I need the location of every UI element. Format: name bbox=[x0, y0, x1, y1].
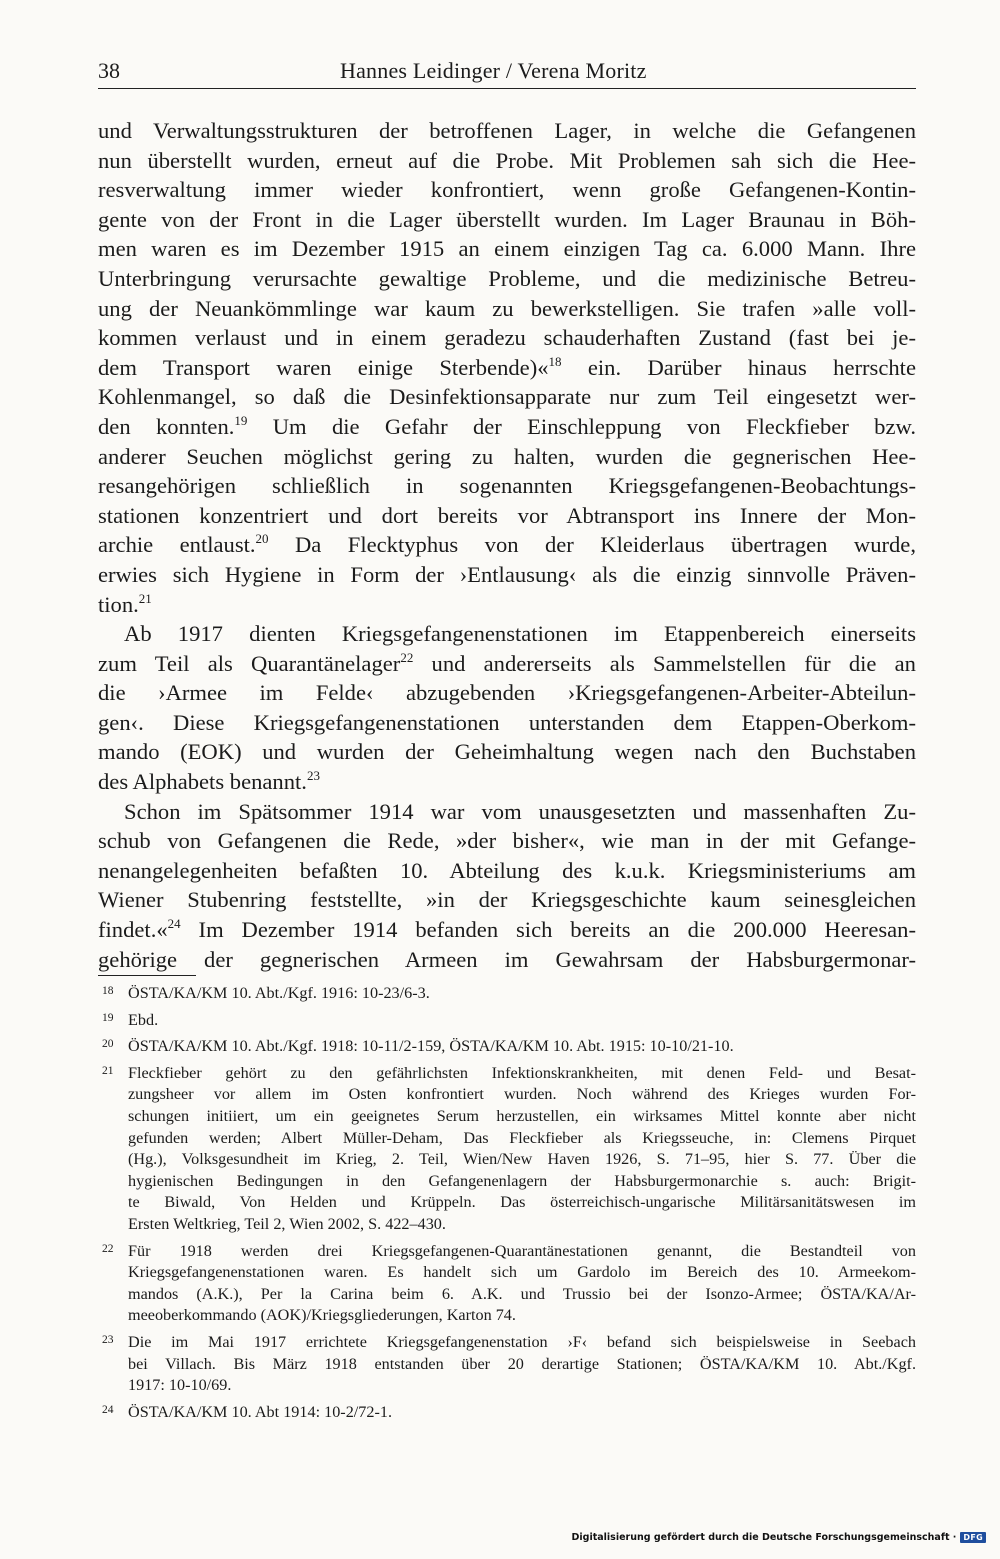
footnote-ref[interactable]: 18 bbox=[548, 353, 562, 369]
footnote-ref[interactable]: 24 bbox=[167, 916, 181, 932]
footnote-number: 22 bbox=[102, 1242, 114, 1255]
dfg-logo: DFG bbox=[960, 1532, 986, 1543]
footnote-line: zungsheer vor allem im Osten konfrontiert wurden. Noch während des Krieges wurden For- bbox=[128, 1085, 916, 1104]
footnote-line: Ebd. bbox=[128, 1010, 159, 1029]
body-line: nun überstellt wurden, erneut auf die Probe. Mit Problemen sah sich die Hee- bbox=[98, 147, 916, 173]
body-line: Ab 1917 dienten Kriegsgefangenenstationen im Etappenbereich einerseits bbox=[124, 621, 916, 647]
footnote-number: 21 bbox=[102, 1064, 114, 1077]
body-line: archie entlaust.$^{20}$ Da Flecktyphus von der Kleiderlaus übertragen wurde, bbox=[98, 531, 916, 558]
body-line: resangehörigen schließlich in sogenannten Kriegsgefangenen-Beobachtungs- bbox=[98, 473, 916, 499]
footnote-line: meeoberkommando (AOK)/Kriegsgliederungen, Karton 74. bbox=[128, 1306, 516, 1325]
footnote-line: bei Villach. Bis März 1918 entstanden über 20 derartige Stationen; ÖSTA/KA/KM 10. Abt./Kgf. bbox=[128, 1354, 916, 1373]
footnote-ref[interactable]: 19 bbox=[234, 412, 248, 428]
footnote-line: 1917: 10-10/69. bbox=[128, 1376, 232, 1395]
footnote-18 bbox=[98, 983, 916, 1005]
footnotes bbox=[98, 983, 916, 1428]
footnote-24 bbox=[98, 1402, 916, 1424]
footnote-number: 23 bbox=[102, 1333, 114, 1346]
body-line: gen‹. Diese Kriegsgefangenenstationen unterstanden dem Etappen-Oberkom- bbox=[98, 709, 916, 735]
footnote-21 bbox=[98, 1063, 916, 1236]
footnote-ref[interactable]: 22 bbox=[400, 649, 414, 665]
footnote-line: Ersten Weltkrieg, Teil 2, Wien 2002, S. 422–430. bbox=[128, 1214, 446, 1233]
body-line: ung der Neuankömmlinge war kaum zu bewerkstelligen. Sie trafen »alle voll- bbox=[98, 295, 916, 321]
footnote-number: 24 bbox=[102, 1403, 114, 1416]
footnote-20 bbox=[98, 1036, 916, 1058]
page-header bbox=[98, 58, 916, 89]
footnote-number: 18 bbox=[102, 985, 114, 997]
body-line: Wiener Stubenring feststellte, »in der Kriegsgeschichte kaum seinesgleichen bbox=[98, 887, 916, 913]
body-line: und Verwaltungsstrukturen der betroffenen Lager, in welche die Gefangenen bbox=[98, 118, 916, 143]
footnote-line: hygienischen Bedingungen in den Gefangenenlagern der Habsburgermonarchie s. auch: Brigit- bbox=[128, 1171, 916, 1190]
footnote-line: Für 1918 werden drei Kriegsgefangenen-Quarantänestationen genannt, die Bestandteil von bbox=[128, 1241, 916, 1260]
body-line: schub von Gefangenen die Rede, »der bisher«, wie man in der mit Gefange- bbox=[98, 828, 916, 854]
body-line: erwies sich Hygiene in Form der ›Entlausung‹ als die einzig sinnvolle Präven- bbox=[98, 561, 916, 587]
footnote-line: (Hg.), Volksgesundheit im Krieg, 2. Teil, Wien/New Haven 1926, S. 71–95, hier S. 77. Über die bbox=[128, 1150, 916, 1169]
footnote-line: gefunden werden; Albert Müller-Deham, Das Fleckfieber als Kriegsseuche, in: Clemens Pirquet bbox=[128, 1128, 916, 1147]
dfg-funding-text: Digitalisierung gefördert durch die Deutsche Forschungsgemeinschaft · bbox=[571, 1531, 957, 1543]
footnote-line: Fleckfieber gehört zu den gefährlichsten Infektionskrankheiten, mit denen Feld- und Besat- bbox=[128, 1063, 916, 1082]
footnote-line: te Biwald, Von Helden und Krüppeln. Das österreichisch-ungarische Militärsanitätswesen im bbox=[128, 1193, 916, 1212]
body-line: des Alphabets benannt.$^{23}$ bbox=[98, 768, 320, 795]
footnote-line: Die im Mai 1917 errichtete Kriegsgefangenenstation ›F‹ befand sich beispielsweise in Seebach bbox=[128, 1332, 916, 1351]
footnote-ref[interactable]: 23 bbox=[306, 768, 320, 784]
body-line: den konnten.$^{19}$ Um die Gefahr der Einschleppung von Fleckfieber bzw. bbox=[98, 412, 916, 439]
footnote-number: 19 bbox=[102, 1011, 114, 1024]
body-line: gente von der Front in die Lager überstellt wurden. Im Lager Braunau in Böh- bbox=[98, 206, 916, 232]
footnote-22 bbox=[98, 1241, 916, 1327]
footnote-19 bbox=[98, 1010, 916, 1032]
body-text bbox=[98, 116, 916, 974]
body-line: resverwaltung immer wieder konfrontiert, wenn große Gefangenen-Kontin- bbox=[98, 177, 916, 203]
footnote-number: 20 bbox=[102, 1038, 114, 1051]
body-line: Unterbringung verursachte gewaltige Probleme, und die medizinische Betreu- bbox=[98, 265, 916, 291]
body-line: die ›Armee im Felde‹ abzugebenden ›Kriegsgefangenen-Arbeiter-Abteilun- bbox=[98, 680, 916, 706]
footnote-line: ÖSTA/KA/KM 10. Abt./Kgf. 1916: 10-23/6-3. bbox=[128, 984, 430, 1002]
body-line: zum Teil als Quarantänelager$^{22}$ und andererseits als Sammelstellen für die an bbox=[98, 649, 916, 676]
footnote-line: schungen initiiert, um ein geeignetes Serum herzustellen, ein wirksames Mittel konnte aber nicht bbox=[128, 1106, 916, 1125]
body-line: gehörige der gegnerischen Armeen im Gewahrsam der Habsburgermonar- bbox=[98, 946, 916, 972]
body-line: nenangelegenheiten befaßten 10. Abteilung des k.u.k. Kriegsministeriums am bbox=[98, 857, 916, 883]
footnote-ref[interactable]: 21 bbox=[138, 590, 152, 606]
body-line: stationen konzentriert und dort bereits vor Abtransport ins Innere der Mon- bbox=[98, 502, 916, 528]
page-number: 38 bbox=[98, 58, 120, 83]
footnote-line: Kriegsgefangenenstationen waren. Es handelt sich um Gardolo im Bereich des 10. Armeekom- bbox=[128, 1263, 916, 1282]
body-line: anderer Seuchen möglichst gering zu halten, wurden die gegnerischen Hee- bbox=[98, 443, 916, 469]
body-line: Schon im Spätsommer 1914 war vom unausgesetzten und massenhaften Zu- bbox=[124, 798, 916, 824]
footnote-23 bbox=[98, 1332, 916, 1397]
body-line: tion.$^{21}$ bbox=[98, 590, 152, 617]
body-line: mando (EOK) und wurden der Geheimhaltung wegen nach den Buchstaben bbox=[98, 739, 916, 765]
body-line: kommen verlaust und in einem geradezu schauderhaften Zustand (fast bei je- bbox=[98, 325, 916, 351]
body-line: dem Transport waren einige Sterbende)«$^{18}$ ein. Darüber hinaus herrschte bbox=[98, 353, 916, 380]
running-head: Hannes Leidinger / Verena Moritz bbox=[340, 58, 647, 83]
dfg-funding-note bbox=[572, 1529, 986, 1545]
footnote-rule bbox=[98, 975, 196, 976]
body-line: findet.«$^{24}$ Im Dezember 1914 befanden sich bereits an die 200.000 Heeresan- bbox=[98, 916, 916, 943]
footnote-line: ÖSTA/KA/KM 10. Abt 1914: 10-2/72-1. bbox=[128, 1402, 393, 1421]
footnote-ref[interactable]: 20 bbox=[255, 531, 269, 547]
body-line: Kohlenmangel, so daß die Desinfektionsapparate nur zum Teil eingesetzt wer- bbox=[98, 384, 916, 410]
footnote-line: mandos (A.K.), Per la Carina beim 6. A.K. und Trussio bei der Isonzo-Armee; ÖSTA/KA/Ar- bbox=[128, 1284, 916, 1303]
body-line: men waren es im Dezember 1915 an einem einzigen Tag ca. 6.000 Mann. Ihre bbox=[98, 236, 916, 262]
footnote-line: ÖSTA/KA/KM 10. Abt./Kgf. 1918: 10-11/2-159, ÖSTA/KA/KM 10. Abt. 1915: 10-10/21-10. bbox=[128, 1037, 734, 1056]
